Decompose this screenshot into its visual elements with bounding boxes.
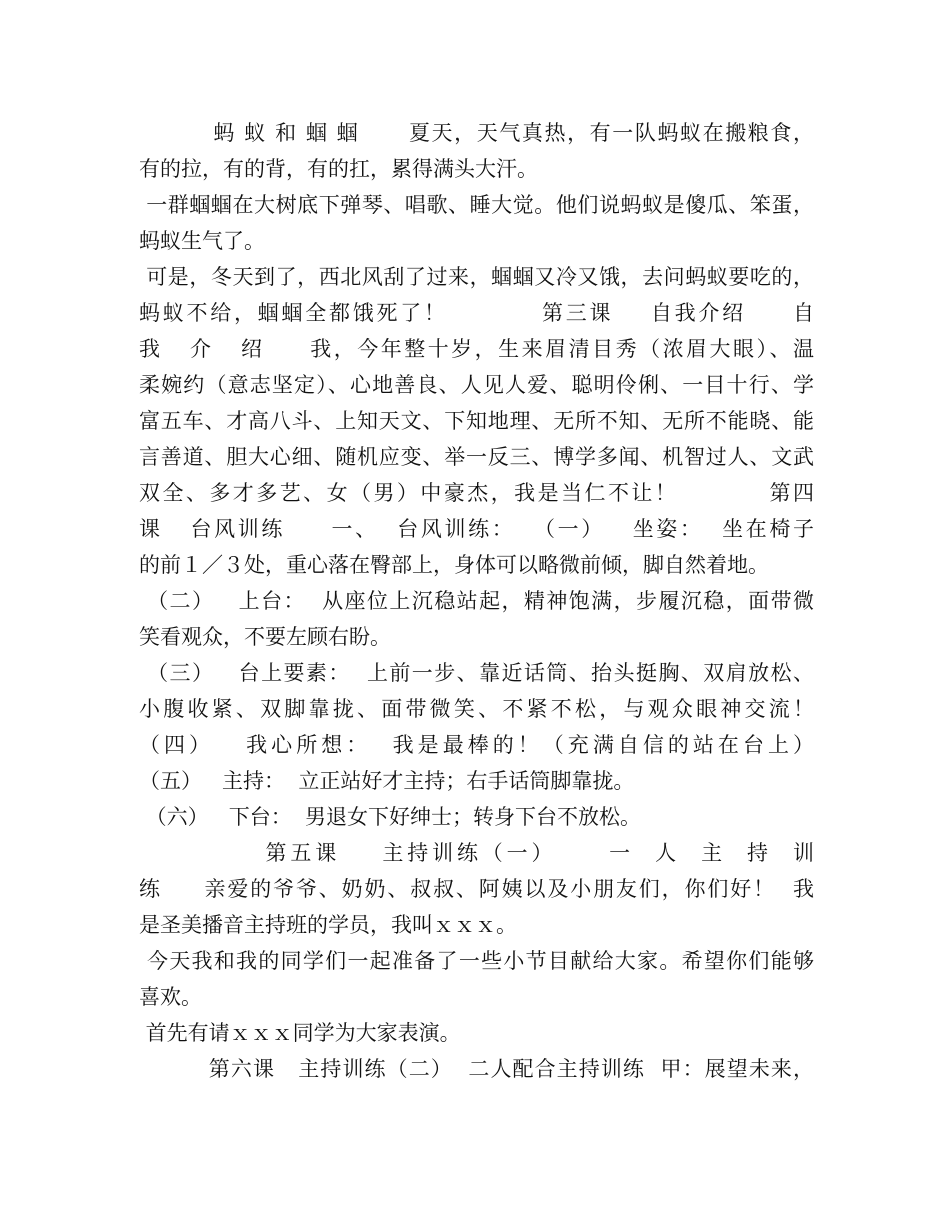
text-line: 第五课 主持训练（一） 一 人 主 持 训	[139, 841, 814, 865]
text-line: 第六课 主持训练（二） 二人配合主持训练 甲：展望未来，	[139, 1057, 814, 1081]
text-line: 喜欢。	[139, 985, 202, 1009]
text-line: 蚂蚁不给，蝈蝈全都饿死了！ 第三课 自我介绍 自	[139, 301, 814, 325]
text-line: 蚂 蚁 和 蝈 蝈 夏天，天气真热，有一队蚂蚁在搬粮食，	[139, 121, 814, 145]
text-line: （六） 下台： 男退女下好绅士；转身下台不放松。	[139, 805, 642, 829]
text-line: 小腹收紧、双脚靠拢、面带微笑、不紧不松，与观众眼神交流！	[139, 697, 814, 721]
text-line: 言善道、胆大心细、随机应变、举一反三、博学多闻、机智过人、文武	[139, 445, 814, 469]
text-line: 双全、多才多艺、女（男）中豪杰，我是当仁不让！ 第四	[139, 481, 814, 505]
text-line: 一群蝈蝈在大树底下弹琴、唱歌、睡大觉。他们说蚂蚁是傻瓜、笨蛋，	[139, 193, 814, 217]
text-line: （四） 我心所想： 我是最棒的！（充满自信的站在台上）	[139, 733, 814, 757]
text-line: 笑看观众，不要左顾右盼。	[139, 625, 391, 649]
text-line: （五） 主持： 立正站好才主持；右手话筒脚靠拢。	[139, 769, 635, 793]
text-line: 今天我和我的同学们一起准备了一些小节目献给大家。希望你们能够	[139, 949, 814, 973]
text-line: 富五车、才高八斗、上知天文、下知地理、无所不知、无所不能晓、能	[139, 409, 814, 433]
text-line: 首先有请ｘｘｘ同学为大家表演。	[139, 1021, 461, 1045]
text-line: 蚂蚁生气了。	[139, 229, 265, 253]
text-line: 可是，冬天到了，西北风刮了过来，蝈蝈又冷又饿，去问蚂蚁要吃的，	[139, 265, 814, 289]
text-line: 有的拉，有的背，有的扛，累得满头大汗。	[139, 157, 538, 181]
text-line: 柔婉约（意志坚定）、心地善良、人见人爱、聪明伶俐、一目十行、学	[139, 373, 814, 397]
text-line: 练 亲爱的爷爷、奶奶、叔叔、阿姨以及小朋友们，你们好！ 我	[139, 877, 814, 901]
text-line: 是圣美播音主持班的学员，我叫ｘｘｘ。	[139, 913, 517, 937]
text-line: 的前１／３处，重心落在臀部上，身体可以略微前倾，脚自然着地。	[139, 553, 769, 577]
text-line: 课 台风训练 一、 台风训练： （一） 坐姿： 坐在椅子	[139, 517, 814, 541]
text-line: （三） 台上要素： 上前一步、靠近话筒、抬头挺胸、双肩放松、	[139, 661, 814, 685]
text-line: 我 介 绍 我，今年整十岁，生来眉清目秀（浓眉大眼）、温	[139, 337, 814, 361]
text-line: （二） 上台： 从座位上沉稳站起，精神饱满，步履沉稳，面带微	[139, 589, 814, 613]
